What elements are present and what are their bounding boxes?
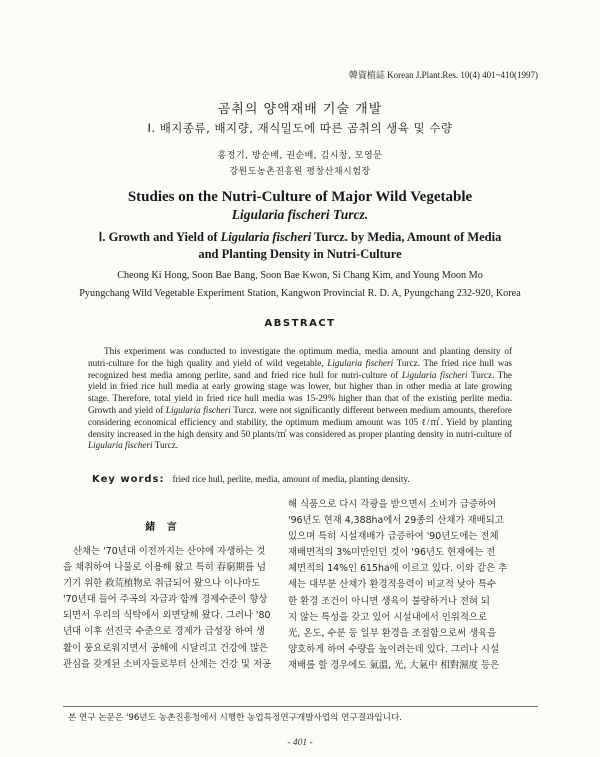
footnote: 본 연구 논문은 '96년도 농촌진흥청에서 시행한 농업특정연구개발사업의 연구결과입니다. (68, 713, 403, 723)
english-subtitle-post: Turcz. by Media, Amount of Media (311, 230, 502, 244)
intro-left-column (63, 544, 273, 673)
english-title: Studies on the Nutri-Culture of Major Wild Vegetable (127, 189, 473, 205)
english-subtitle (40, 229, 560, 263)
english-subtitle-line2: and Planting Density in Nutri-Culture (198, 247, 402, 261)
intro-right-line: 지 않는 특성을 갖고 있어 시설내에서 인위적으로 (288, 611, 488, 623)
intro-right-line: 해 식품으로 다시 각광을 받으면서 소비가 급증하여 (288, 499, 497, 510)
abstract-text-4: Turcz. were not significantly different between medium amounts, therefore considering economical efficiency and stability, the optimum medium amount was 105 ℓ/㎡. Yield by planting density increased in the high density and 50 plants/㎡ was considered as proper planting density in nutri-culture of (88, 404, 513, 439)
intro-right-column (288, 497, 542, 674)
abstract-species-2: Ligularia fischeri (401, 369, 468, 380)
intro-left-line: 을 채취하여 나물로 이용해 왔고 특히 春窮期를 넘 (63, 562, 266, 574)
keywords (92, 474, 522, 485)
intro-right-line: 체면적의 14%인 615ha에 이르고 있다. 이와 같은 추 (288, 563, 508, 575)
korean-authors: 홍정기, 방순배, 권순배, 김시창, 모영문 (217, 151, 383, 161)
abstract-species-3: Ligularia fischeri (165, 404, 231, 415)
intro-left-line: 활이 풍요로워지면서 공해에 시달리고 건강에 많은 (63, 642, 269, 654)
running-head: 韓資植誌 Korean J.Plant.Res. 10(4) 401~410(1997) (348, 70, 538, 80)
intro-left-line: 년대 이후 선진국 수준으로 경제가 급성장 하여 생 (63, 626, 265, 638)
intro-right-line: 재배면적의 3%미만인던 것이 '96년도 현재에는 전 (288, 547, 496, 559)
intro-right-line: 재배를 할 경우에도 氣溫, 光, 大氣中 相對濕度 등은 (288, 659, 500, 671)
intro-right-line: 양호하게 하여 수량을 높이려는데 있다. 그러나 시설 (288, 643, 500, 655)
english-subtitle-pre: Ⅰ. Growth and Yield of (98, 230, 221, 244)
intro-right-line: 세는 대부분 산채가 환경적응력이 비교적 낮아 특수 (288, 579, 497, 591)
abstract-text-2: Turcz. The fried rice hull was recognized best media among perlite, sand and fried rice hull for nutri-culture of (88, 357, 513, 380)
english-affiliation: Pyungchang Wild Vegetable Experiment Station, Kangwon Provincial R. D. A, Pyungchang 232-920, Korea (79, 288, 521, 299)
abstract-species-1: Ligularia fischeri (327, 357, 394, 368)
english-subtitle-species: Ligularia fischeri (220, 230, 312, 244)
abstract-text-1: This experiment was conducted to investigate the optimum media, media amount and planting density of nutri-culture for the high quality and yield of wild vegetable, (88, 346, 512, 368)
intro-heading: 緒 言 (145, 522, 181, 533)
intro-left-line: 관심을 갖게된 소비자들로부터 산채는 건강 및 저공 (63, 658, 272, 670)
english-authors: Cheong Ki Hong, Soon Bae Bang, Soon Bae Kwon, Si Chang Kim, and Young Moon Mo (117, 270, 483, 281)
intro-left-line: 기기 위한 救荒植物로 취급되어 왔으나 이나마도 (63, 578, 261, 590)
korean-title: 곰취의 양액재배 기술 개발 (217, 102, 383, 117)
intro-right-line: 한 환경 조건이 아니면 생육이 불량하거나 전혀 되 (288, 595, 490, 607)
abstract-species-4: Ligularia fischeri (88, 440, 153, 451)
abstract-heading: ABSTRACT (264, 318, 336, 329)
intro-left-line: '70년대 들어 주곡의 자급과 함께 경제수준이 향상 (63, 594, 268, 606)
intro-left-line: 되면서 우리의 식탁에서 외면당해 왔다. 그러나 '80 (63, 610, 271, 622)
intro-left-line: 산채는 '70년대 이전까지는 산야에 자생하는 것 (73, 546, 266, 557)
abstract-text-5: Turcz. (152, 440, 179, 451)
page-number: - 401 - (287, 738, 313, 748)
abstract-text-3: Turcz. The yield in fried rice hull media at early growing stage was lower, but higher than in other media at late growing stage. Therefore, total yield in fried rice hull media was 15-29% higher than that of the existing perlite media. Growth and yield of (88, 369, 512, 415)
intro-right-line: '96년도 현재 4,388ha에서 29종의 산채가 재배되고 (288, 515, 504, 527)
english-title-species: Ligularia fischeri Turcz. (231, 207, 369, 222)
korean-affiliation: 강원도농촌진흥원 평창산채시험장 (229, 167, 371, 177)
footnote-divider (63, 706, 538, 707)
keywords-text: fried rice hull, perlite, media, amount of media, planting density. (172, 474, 410, 484)
abstract-body (88, 346, 512, 452)
intro-right-line: 있으며 특히 시설재배가 급증하여 '90년도에는 전체 (288, 531, 499, 543)
korean-subtitle: Ⅰ. 배지종류, 배지량, 재식밀도에 따른 곰취의 생육 및 수량 (147, 121, 453, 135)
keywords-label: Key words: (92, 474, 165, 485)
intro-right-line: 光, 온도, 수분 등 일부 환경을 조절함으로써 생육을 (288, 627, 497, 639)
